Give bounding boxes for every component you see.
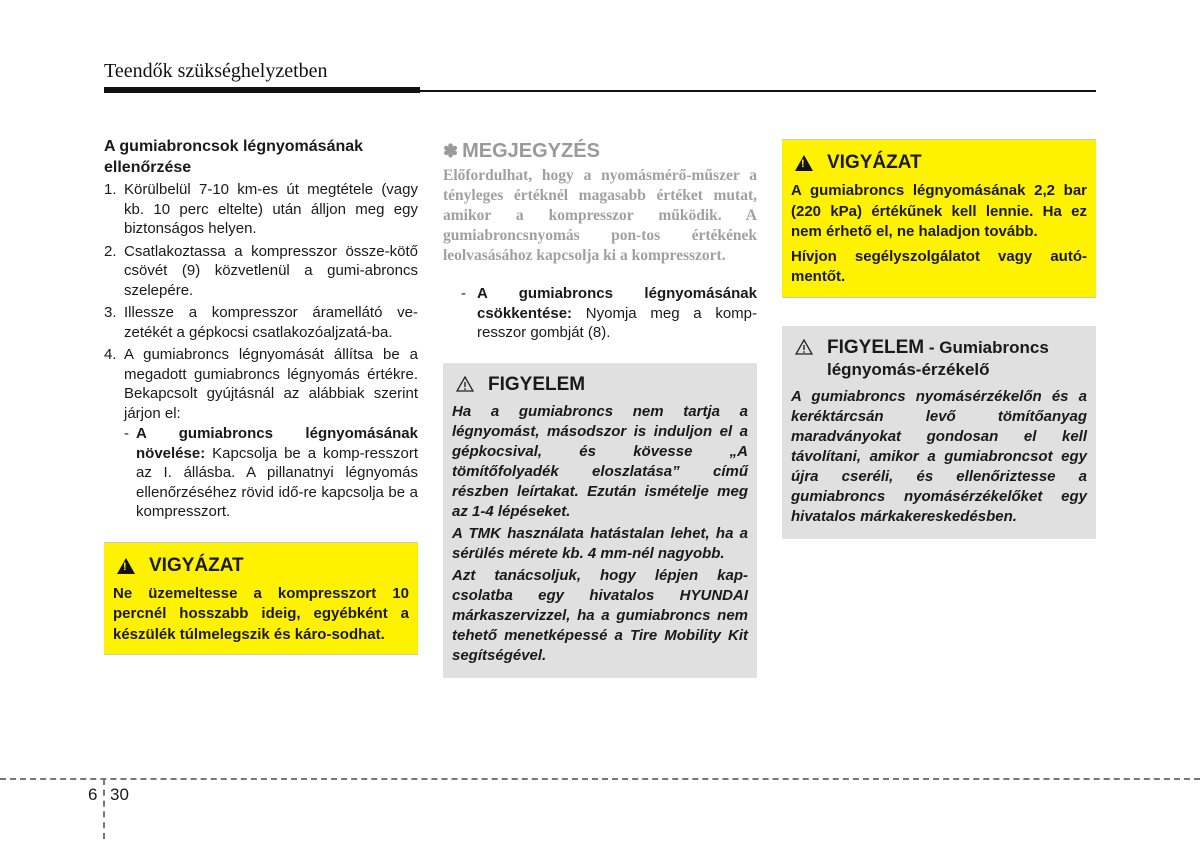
warning-header [113,554,409,578]
caution-header [452,374,748,396]
sub-step-heading: A gumiabroncs légnyomásának növelése: [136,425,418,462]
column-left [104,136,418,655]
step-text: A gumiabroncs légnyomását állítsa be a megadott gumiabroncs légnyomás értékre. Bekapcsolt gyújtásnál az alábbiak szerint járjon el: [124,346,418,422]
warning-box [104,542,418,656]
warning-text: Ne üzemeltesse a kompresszort 10 percnél hosszabb ideig, egyébként a készülék túlmelegszik és káro-sodhat. [113,584,409,643]
warning-box [782,139,1096,298]
step-number: 4. [104,346,117,363]
caution-paragraph: A TMK használata hatástalan lehet, ha a sérülés mérete kb. 4 mm-nél nagyobb. [452,524,748,562]
sub-step-text: Kapcsolja be a komp-resszort az I. állásba. A pillanatnyi légnyomás ellenőrzéséhez rövid idő-re kapcsolja be a kompresszort. [136,444,418,520]
warning-body [791,181,1087,288]
list-item [104,180,418,239]
warning-title: VIGYÁZAT [827,152,922,173]
warning-triangle-icon [117,558,135,574]
page-title: Teendők szükséghelyzetben [104,60,328,82]
caution-paragraph: Azt tanácsoljuk, hogy lépjen kap-csolatba egy hivatalos HYUNDAI márkaszervizzel, ha a gumiabroncs nem tehető menetképessé a Tire Mobility Kit segítségével. [452,566,748,664]
list-item [104,345,418,522]
warning-triangle-icon [795,155,813,171]
note-title: MEGJEGYZÉS [462,140,600,162]
list-item [104,303,418,342]
column-right [782,136,1096,539]
header-rule-thick [104,87,420,93]
column-middle [443,136,757,678]
footer-rule [0,778,1200,780]
caution-box [782,326,1096,539]
note-text: Előfordulhat, hogy a nyomásmérő-műszer a tényleges értéknél magasabb értéket mutat, amikor a kompresszor működik. A gumiabroncsnyomás pon-tos értékének leolvasásához kapcsolja ki a kompresszort. [443,167,757,264]
caution-body [791,387,1087,527]
caution-paragraph: Ha a gumiabroncs nem tartja a légnyomást, másodszor is induljon el a gépkocsival, és kövesse „A tömítőfolyadék eloszlatása” című részben leírtakat. Ezután ismételje meg az 1-4 lépéseket. [452,402,748,520]
sub-step [124,424,418,522]
section-title: A gumiabroncsok légnyomásának ellenőrzése [104,138,364,176]
note-header [443,138,757,164]
caution-header [791,337,1087,381]
caution-title-suffix: - Gumiabroncs légnyomás-érzékelő [827,337,1049,379]
note-star-icon: ✽ [443,141,459,161]
steps-list [104,180,418,522]
footer-divider [103,779,105,839]
step-text: Csatlakoztassa a kompresszor össze-kötő csövét (9) közvetlenül a gumi-abroncs szelepére. [124,242,418,299]
sub-step [443,284,757,343]
caution-title: FIGYELEM [827,336,925,358]
page-number: 30 [110,785,129,804]
caution-triangle-icon [795,339,813,355]
dash-bullet: - [461,285,466,302]
step-text: Illessze a kompresszor áramellátó ve-zetékét a gépkocsi csatlakozóaljzatá-ba. [124,304,418,341]
sub-step-heading: A gumiabroncs légnyomásának csökkentése: [477,285,757,322]
warning-body [113,584,409,646]
sub-step-text: Nyomja meg a komp-resszor gombját (8). [477,304,757,341]
dash-bullet: - [124,425,129,442]
warning-header [791,151,1087,175]
chapter-number: 6 [88,785,98,804]
header-rule-thin [420,90,1096,92]
warning-paragraph: A gumiabroncs légnyomásának 2,2 bar (220 kPa) értékűnek kell lennie. Ha ez nem érhető el, ne haladjon tovább. [791,182,1087,240]
warning-title: VIGYÁZAT [149,554,244,576]
caution-box [443,363,757,678]
caution-title-group [827,337,1087,381]
caution-title: FIGYELEM [488,373,586,395]
caution-body [452,402,748,666]
step-number: 1. [104,181,117,198]
caution-triangle-icon [456,376,474,392]
list-item [104,242,418,301]
step-text: Körülbelül 7-10 km-es út megtétele (vagy kb. 10 perc eltelte) után álljon meg egy biztonságos helyen. [124,181,418,237]
warning-paragraph: Hívjon segélyszolgálatot vagy autó-mentőt. [791,247,1087,285]
step-number: 3. [104,304,117,321]
caution-text: A gumiabroncs nyomásérzékelőn és a keréktárcsán levő tömítőanyag maradványokat gondosan el kell távolítani, amikor a gumiabroncsot egy újra cseréli, és ellenőriztesse a gumiabroncs nyomásérzékelőket egy hivatalos márkakereskedésben. [791,387,1087,525]
step-number: 2. [104,242,117,260]
